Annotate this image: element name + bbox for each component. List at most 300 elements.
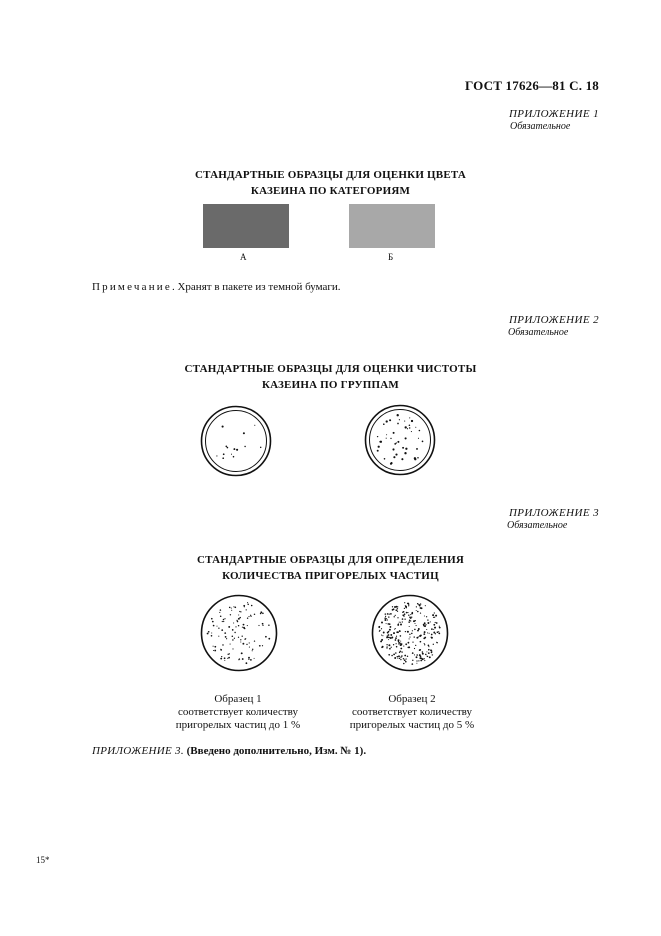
- particle-dot: [414, 458, 416, 460]
- particle-dot: [407, 656, 408, 657]
- particle-dot: [420, 603, 421, 604]
- appendix-3-status: Обязательное: [507, 520, 568, 531]
- particle-dot: [258, 625, 259, 626]
- particle-dot: [437, 631, 439, 633]
- particle-dot: [415, 427, 416, 428]
- particle-dot: [400, 635, 402, 637]
- appendix-1-title-line2: КАЗЕИНА ПО КАТЕГОРИЯМ: [250, 185, 411, 197]
- particle-dot: [390, 634, 392, 636]
- particle-dot: [244, 446, 245, 447]
- particle-dot: [247, 602, 248, 603]
- page-number: 15*: [36, 855, 50, 865]
- particle-dot: [416, 610, 417, 611]
- particle-dot: [387, 632, 389, 634]
- particle-dot: [249, 647, 250, 648]
- particle-dot: [411, 420, 413, 422]
- particle-dot: [413, 620, 415, 622]
- particle-dot: [439, 626, 440, 627]
- particle-dot: [416, 625, 417, 626]
- particle-dot: [409, 424, 411, 426]
- particle-dot: [400, 651, 402, 653]
- particle-dot: [268, 624, 269, 625]
- particle-dot: [249, 642, 250, 643]
- particle-dot: [400, 644, 402, 646]
- particle-dot: [382, 635, 383, 636]
- particle-dot: [254, 425, 255, 426]
- particle-dot: [422, 658, 424, 660]
- particle-dot: [436, 622, 438, 624]
- particle-dot: [416, 656, 418, 658]
- particle-dot: [428, 646, 429, 647]
- particle-dot: [218, 628, 219, 629]
- particle-dot: [240, 611, 241, 612]
- particle-dot: [416, 448, 418, 450]
- particle-dot: [262, 613, 264, 615]
- particle-dot: [395, 454, 397, 456]
- particle-dot: [409, 427, 410, 428]
- particle-dot: [225, 636, 227, 638]
- particle-dot: [212, 621, 214, 623]
- particle-dot: [424, 631, 426, 633]
- sample-1-name: Образец 1: [214, 693, 262, 705]
- particle-dot: [399, 631, 400, 632]
- particle-dot: [213, 650, 214, 651]
- particle-dot: [431, 628, 433, 630]
- particle-dot: [393, 654, 395, 656]
- particle-dot: [243, 432, 245, 434]
- particle-dot: [262, 645, 263, 646]
- particle-dot: [402, 612, 403, 613]
- particle-dot: [246, 609, 247, 610]
- particle-dot: [214, 650, 216, 652]
- particle-dot: [424, 658, 425, 659]
- particle-dot: [211, 618, 213, 620]
- particle-dot: [240, 641, 241, 642]
- particle-dot: [268, 638, 270, 640]
- particle-dot: [404, 452, 406, 454]
- particle-dot: [238, 625, 239, 626]
- particle-dot: [402, 652, 403, 653]
- particle-dot: [396, 606, 398, 608]
- particle-dot: [414, 648, 415, 649]
- appendix-2-status: Обязательное: [508, 327, 569, 338]
- particle-dot: [389, 637, 391, 639]
- particle-dot: [388, 634, 390, 636]
- particle-dot: [239, 617, 240, 618]
- particle-dot: [386, 647, 388, 649]
- appendix-3-title-line2: КОЛИЧЕСТВА ПРИГОРЕЛЫХ ЧАСТИЦ: [222, 570, 439, 582]
- particle-dot: [381, 628, 382, 629]
- particle-dot: [395, 615, 396, 616]
- particle-dot: [412, 660, 413, 661]
- particle-dot: [397, 656, 398, 657]
- particle-dot: [397, 658, 398, 659]
- particle-dot: [420, 649, 422, 651]
- particle-dot: [238, 637, 239, 638]
- particle-dot: [424, 637, 426, 639]
- particle-dot: [428, 645, 429, 646]
- particle-dot: [231, 454, 232, 455]
- particle-dot: [426, 616, 427, 617]
- sample-2-caption: [337, 693, 487, 732]
- note-word: Примечание: [92, 281, 172, 293]
- particle-dot: [400, 624, 402, 626]
- particle-dot: [388, 644, 390, 646]
- appendix-2-title: [0, 361, 661, 393]
- particle-dot: [244, 638, 245, 639]
- particle-dot: [414, 654, 415, 655]
- particle-dot: [409, 634, 410, 635]
- particle-dot: [386, 623, 387, 624]
- particle-dot: [234, 638, 235, 639]
- particle-dot: [241, 652, 243, 654]
- particle-dot: [389, 626, 391, 628]
- particle-dot: [397, 441, 399, 443]
- particle-dot: [385, 616, 386, 617]
- particle-dot: [234, 606, 236, 608]
- particle-dot: [433, 617, 434, 618]
- particle-dot: [419, 654, 421, 656]
- particle-dot: [246, 662, 248, 664]
- particle-dot: [222, 457, 224, 459]
- particle-dot: [211, 635, 213, 637]
- particle-dot: [389, 624, 390, 625]
- particle-dot: [439, 627, 441, 629]
- particle-dot: [417, 611, 419, 613]
- particle-dot: [383, 423, 385, 425]
- particle-dot: [391, 647, 392, 648]
- particle-dot: [228, 626, 230, 628]
- particle-dot: [389, 613, 390, 614]
- color-swatch-b: [349, 204, 435, 248]
- particle-dot: [223, 619, 225, 621]
- particle-dot: [401, 655, 403, 657]
- particle-dot: [417, 630, 419, 632]
- particle-dot: [236, 620, 237, 621]
- particle-dot: [433, 644, 434, 645]
- particle-dot: [410, 617, 412, 619]
- particle-dot: [395, 637, 397, 639]
- swatch-label-a: А: [240, 252, 247, 262]
- particle-dot: [239, 658, 240, 659]
- particle-dot: [393, 644, 394, 645]
- particle-dot: [394, 616, 395, 617]
- particle-dot: [219, 612, 220, 613]
- particle-dot: [403, 663, 405, 665]
- particle-dot: [410, 614, 411, 615]
- particle-dot: [386, 644, 387, 645]
- particle-dot: [407, 428, 408, 429]
- particle-dot: [409, 619, 411, 621]
- particle-dot: [397, 611, 398, 612]
- particle-dot: [260, 611, 262, 613]
- particle-dot: [248, 659, 249, 660]
- particle-dot: [380, 640, 382, 642]
- particle-dot: [431, 634, 433, 636]
- particle-dot: [429, 656, 431, 658]
- particle-dot: [417, 603, 418, 604]
- particle-dot: [404, 421, 405, 422]
- particle-dot: [396, 643, 397, 644]
- particle-dot: [222, 426, 224, 428]
- particle-dot: [254, 614, 255, 615]
- particle-dot: [434, 612, 435, 613]
- particle-dot: [386, 618, 387, 619]
- particle-dot: [265, 636, 267, 638]
- particle-dot: [425, 654, 427, 656]
- particle-dot: [233, 606, 234, 607]
- particle-dot: [216, 455, 217, 456]
- particle-dot: [254, 640, 255, 641]
- particle-dot: [393, 432, 395, 434]
- particle-dot: [415, 645, 416, 646]
- dish-inner-rim: [206, 411, 267, 472]
- particle-dot: [259, 645, 261, 647]
- particle-dot: [400, 648, 402, 650]
- particle-dot: [424, 615, 425, 616]
- particle-dot: [377, 436, 378, 437]
- particle-dot: [418, 628, 420, 630]
- particle-dot: [408, 605, 409, 606]
- particle-dot: [426, 629, 427, 630]
- particle-dot: [418, 438, 419, 439]
- particle-dot: [410, 620, 411, 621]
- particle-dot: [402, 621, 403, 622]
- particle-dot: [392, 609, 394, 611]
- particle-dot: [397, 624, 399, 626]
- particle-dot: [386, 420, 388, 422]
- particle-dot: [234, 632, 235, 633]
- particle-dot: [412, 641, 413, 642]
- particle-dot: [384, 458, 386, 460]
- particle-dot: [228, 657, 230, 659]
- appendix-3-label: ПРИЛОЖЕНИЕ 3: [508, 507, 599, 519]
- particle-dot: [427, 632, 428, 633]
- particle-dot: [416, 606, 417, 607]
- particle-dot: [433, 629, 434, 630]
- particle-dot: [404, 655, 406, 657]
- particle-dot: [216, 626, 217, 627]
- particle-dot: [397, 414, 399, 416]
- particle-dot: [398, 642, 399, 643]
- particle-dot: [404, 608, 405, 609]
- particle-dot: [435, 615, 437, 617]
- particle-dot: [431, 637, 432, 638]
- sample-2-desc-line1: соответствует количеству: [351, 706, 472, 718]
- particle-dot: [408, 642, 410, 644]
- particle-dot: [226, 638, 227, 639]
- particle-dot: [394, 443, 396, 445]
- particle-dot: [404, 602, 405, 603]
- particle-dot: [384, 619, 386, 621]
- particle-dot: [407, 631, 409, 633]
- particle-dot: [432, 654, 433, 655]
- particle-dot: [405, 631, 406, 632]
- particle-dot: [262, 625, 263, 626]
- particle-dot: [392, 448, 394, 450]
- particle-dot: [403, 646, 404, 647]
- particle-dot: [238, 614, 239, 615]
- particle-dot: [419, 430, 421, 432]
- particle-dot: [393, 632, 395, 634]
- particle-dot: [248, 616, 249, 617]
- particle-dot: [402, 447, 404, 449]
- particle-dot: [417, 457, 419, 459]
- particle-dot: [252, 649, 253, 650]
- particle-dot: [260, 447, 261, 448]
- amendment-appendix-ref: ПРИЛОЖЕНИЕ 3.: [92, 745, 184, 757]
- particle-dot: [431, 652, 433, 654]
- particle-dot: [407, 647, 409, 649]
- particle-dot: [423, 633, 425, 635]
- particle-dot: [405, 605, 406, 606]
- particle-dot: [408, 614, 409, 615]
- particle-dot: [428, 649, 430, 651]
- particle-dot: [247, 625, 248, 626]
- particle-dot: [430, 621, 431, 622]
- particle-dot: [427, 619, 428, 620]
- particle-dot: [254, 658, 255, 659]
- particle-dot: [429, 633, 430, 634]
- particle-dot: [434, 617, 435, 618]
- particle-dot: [220, 658, 222, 660]
- particle-dot: [404, 613, 406, 615]
- particle-dot: [389, 629, 391, 631]
- particle-dot: [389, 419, 391, 421]
- particle-dot: [221, 629, 223, 631]
- particle-dot: [385, 613, 386, 614]
- particle-dot: [386, 434, 387, 435]
- particle-dot: [398, 655, 400, 657]
- particle-dot: [389, 648, 391, 650]
- sample-1-caption: [163, 693, 313, 732]
- particle-dot: [397, 608, 398, 609]
- particle-dot: [409, 417, 410, 418]
- particle-dot: [405, 426, 407, 428]
- particle-dot: [232, 629, 234, 631]
- particle-dot: [229, 653, 230, 654]
- particle-dot: [427, 622, 429, 624]
- sample-1-desc-line1: соответствует количеству: [177, 706, 298, 718]
- particle-dot: [220, 615, 222, 617]
- particle-dot: [402, 618, 404, 620]
- particle-dot: [246, 644, 247, 645]
- appendix-1-title: [0, 167, 661, 199]
- particle-dot: [395, 609, 397, 611]
- particle-dot: [394, 629, 395, 630]
- appendix-2-title-line2: КАЗЕИНА ПО ГРУППАМ: [261, 379, 399, 391]
- particle-dot: [214, 646, 216, 648]
- particle-dot: [220, 649, 222, 651]
- particle-dot: [387, 619, 388, 620]
- particle-dot: [252, 650, 253, 651]
- particle-dot: [405, 658, 406, 659]
- particle-dot: [224, 632, 226, 634]
- particle-dot: [247, 604, 248, 605]
- particle-dot: [396, 631, 398, 633]
- particle-dot: [419, 635, 421, 637]
- particle-dot: [433, 624, 435, 626]
- particle-dot: [238, 618, 240, 620]
- particle-dot: [407, 603, 408, 604]
- particle-dot: [388, 654, 390, 656]
- particle-dot: [422, 651, 424, 653]
- particle-dot: [396, 646, 398, 648]
- particle-dot: [414, 623, 415, 624]
- particle-dot: [411, 633, 413, 635]
- particle-dot: [411, 612, 413, 614]
- particle-dot: [387, 646, 388, 647]
- particle-dot: [386, 438, 387, 439]
- particle-dot: [378, 446, 380, 448]
- appendix-3-title: [0, 552, 661, 584]
- particle-dot: [424, 643, 425, 644]
- particle-dot: [422, 653, 424, 655]
- particle-dot: [248, 657, 250, 659]
- particle-dot: [403, 658, 405, 660]
- particle-dot: [420, 641, 422, 643]
- document-reference: ГОСТ 17626—81 С. 18: [465, 78, 599, 93]
- burnt-particles-dish-1: [200, 594, 278, 672]
- particle-dot: [250, 616, 251, 617]
- particle-dot: [378, 626, 380, 628]
- sample-1-desc-line2: пригорелых частиц до 1 %: [175, 719, 301, 731]
- particle-dot: [387, 613, 389, 615]
- particle-dot: [400, 641, 401, 642]
- burnt-particles-dish-2: [370, 594, 450, 672]
- particle-dot: [250, 615, 251, 616]
- particle-dot: [425, 605, 426, 606]
- particle-dot: [381, 635, 382, 636]
- particle-dot: [399, 419, 400, 420]
- particle-dot: [218, 636, 219, 637]
- particle-dot: [213, 625, 215, 627]
- particle-dot: [243, 627, 245, 629]
- particle-dot: [379, 441, 381, 443]
- particle-dot: [433, 632, 435, 634]
- particle-dot: [223, 453, 225, 455]
- particle-dot: [418, 636, 419, 637]
- appendix-1-label: ПРИЛОЖЕНИЕ 1: [508, 108, 599, 120]
- particle-dot: [423, 624, 425, 626]
- particle-dot: [243, 605, 245, 607]
- particle-dot: [400, 622, 401, 623]
- particle-dot: [438, 632, 440, 634]
- particle-dot: [418, 660, 419, 661]
- appendix-3-title-line1: СТАНДАРТНЫЕ ОБРАЗЦЫ ДЛЯ ОПРЕДЕЛЕНИЯ: [196, 554, 465, 566]
- particle-dot: [400, 657, 401, 658]
- particle-dot: [243, 624, 245, 626]
- particle-dot: [227, 658, 228, 659]
- particle-dot: [424, 644, 425, 645]
- purity-sample-dish-1: [200, 405, 272, 477]
- particle-dot: [411, 431, 412, 432]
- amendment-text: (Введено дополнительно, Изм. № 1).: [186, 745, 367, 757]
- particle-dot: [384, 617, 386, 619]
- swatch-label-b: Б: [388, 252, 394, 262]
- particle-dot: [242, 658, 244, 660]
- particle-dot: [400, 659, 401, 660]
- particle-dot: [240, 639, 241, 640]
- particle-dot: [224, 660, 225, 661]
- particle-dot: [399, 622, 400, 623]
- purity-sample-dish-2: [362, 404, 438, 476]
- particle-dot: [408, 621, 410, 623]
- particle-dot: [418, 604, 420, 606]
- particle-dot: [425, 624, 426, 625]
- amendment-note: [92, 745, 366, 757]
- particle-dot: [383, 632, 385, 634]
